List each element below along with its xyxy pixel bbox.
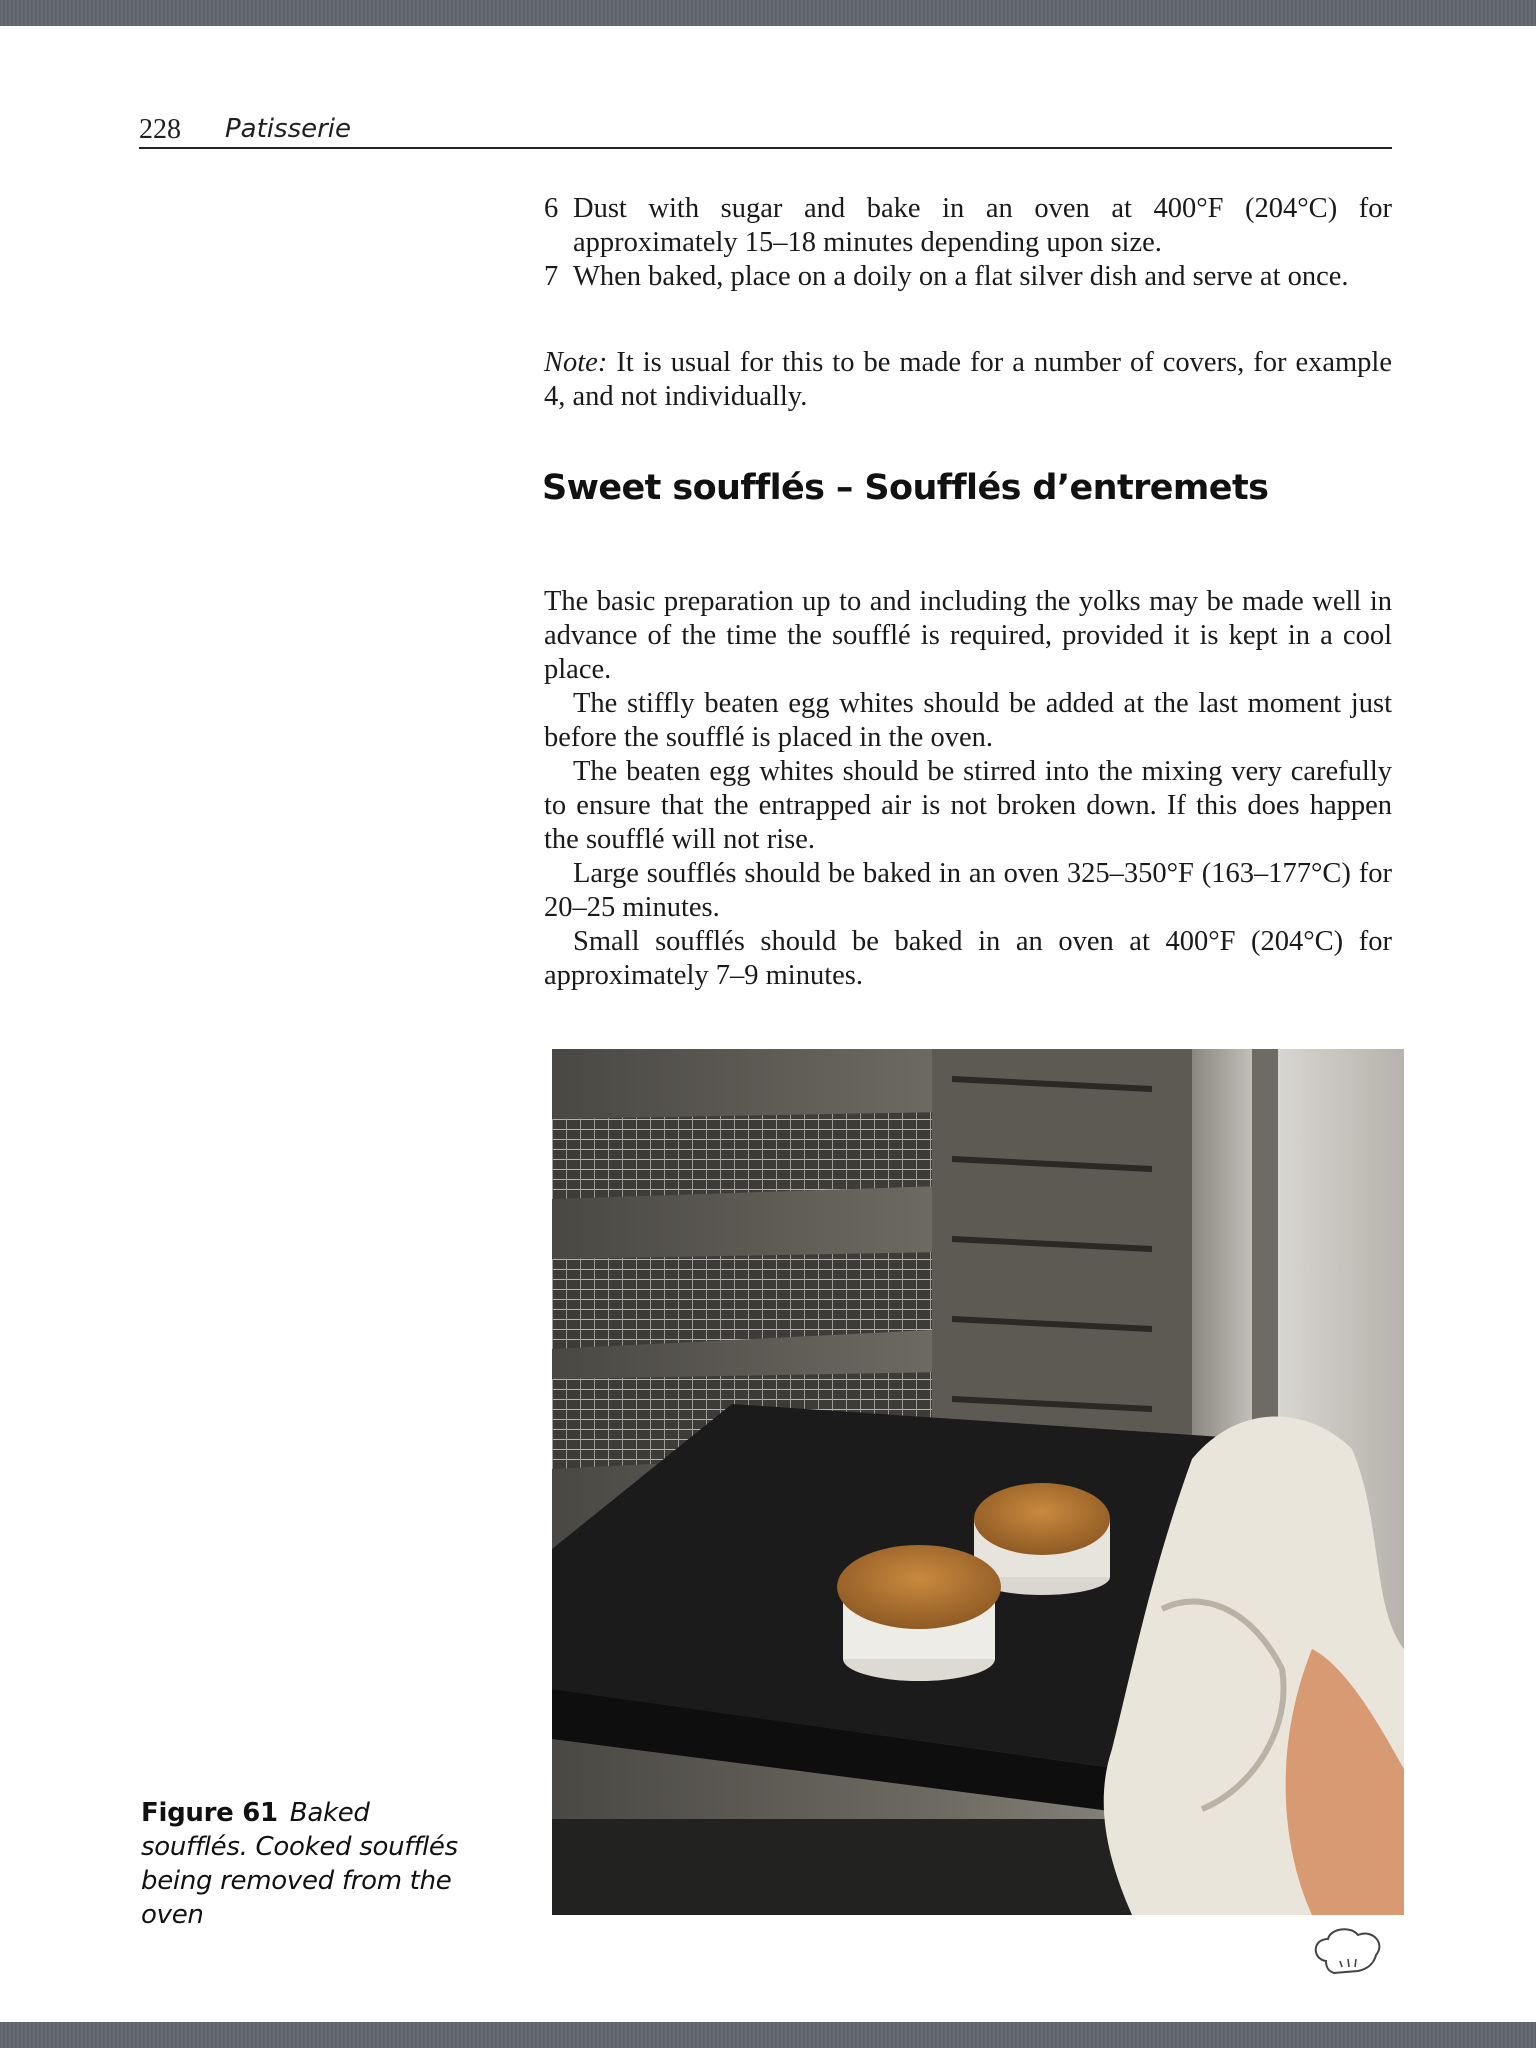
figure-caption <box>141 1796 481 1932</box>
step-item <box>544 192 1392 260</box>
body-paragraph: Large soufflés should be baked in an oven 325–350°F (163–177°C) for 20–25 minutes. <box>544 858 1392 923</box>
note-text: It is usual for this to be made for a number of covers, for example 4, and not individually. <box>544 347 1392 412</box>
step-item <box>544 260 1392 294</box>
note-paragraph <box>544 346 1392 414</box>
step-number: 7 <box>544 261 559 292</box>
top-scan-band <box>0 0 1536 26</box>
body-paragraph: The beaten egg whites should be stirred into the mixing very carefully to ensure that the entrapped air is not broken down. If this does happen the soufflé will not rise. <box>544 756 1392 855</box>
page-number: 228 <box>139 114 181 145</box>
oven-photo-illustration <box>552 1049 1404 1915</box>
step-number: 6 <box>544 193 559 224</box>
method-steps <box>544 192 1392 294</box>
body-paragraph: The stiffly beaten egg whites should be added at the last moment just before the soufflé is placed in the oven. <box>544 688 1392 753</box>
section-heading: Sweet soufflés – Soufflés d’entremets <box>542 468 1269 508</box>
header-rule <box>139 147 1392 149</box>
souffle-photo <box>552 1049 1404 1915</box>
body-text <box>544 585 1392 993</box>
running-title: Patisserie <box>225 114 352 144</box>
body-paragraph: The basic preparation up to and including the yolks may be made well in advance of the time the soufflé is required, provided it is kept in a cool place. <box>544 586 1392 685</box>
note-lead: Note: <box>544 347 608 378</box>
bottom-scan-band <box>0 2022 1536 2048</box>
figure-label: Figure 61 <box>141 1798 278 1828</box>
chef-hat-icon <box>1306 1925 1390 1977</box>
figure-caption-text: Baked soufflés. Cooked soufflés being removed from the oven <box>141 1798 458 1930</box>
running-header <box>139 110 1392 150</box>
body-paragraph: Small soufflés should be baked in an oven at 400°F (204°C) for approximately 7–9 minutes. <box>544 926 1392 991</box>
step-text: When baked, place on a doily on a flat silver dish and serve at once. <box>573 261 1349 292</box>
step-text: Dust with sugar and bake in an oven at 400°F (204°C) for approximately 15–18 minutes depending upon size. <box>573 193 1392 258</box>
